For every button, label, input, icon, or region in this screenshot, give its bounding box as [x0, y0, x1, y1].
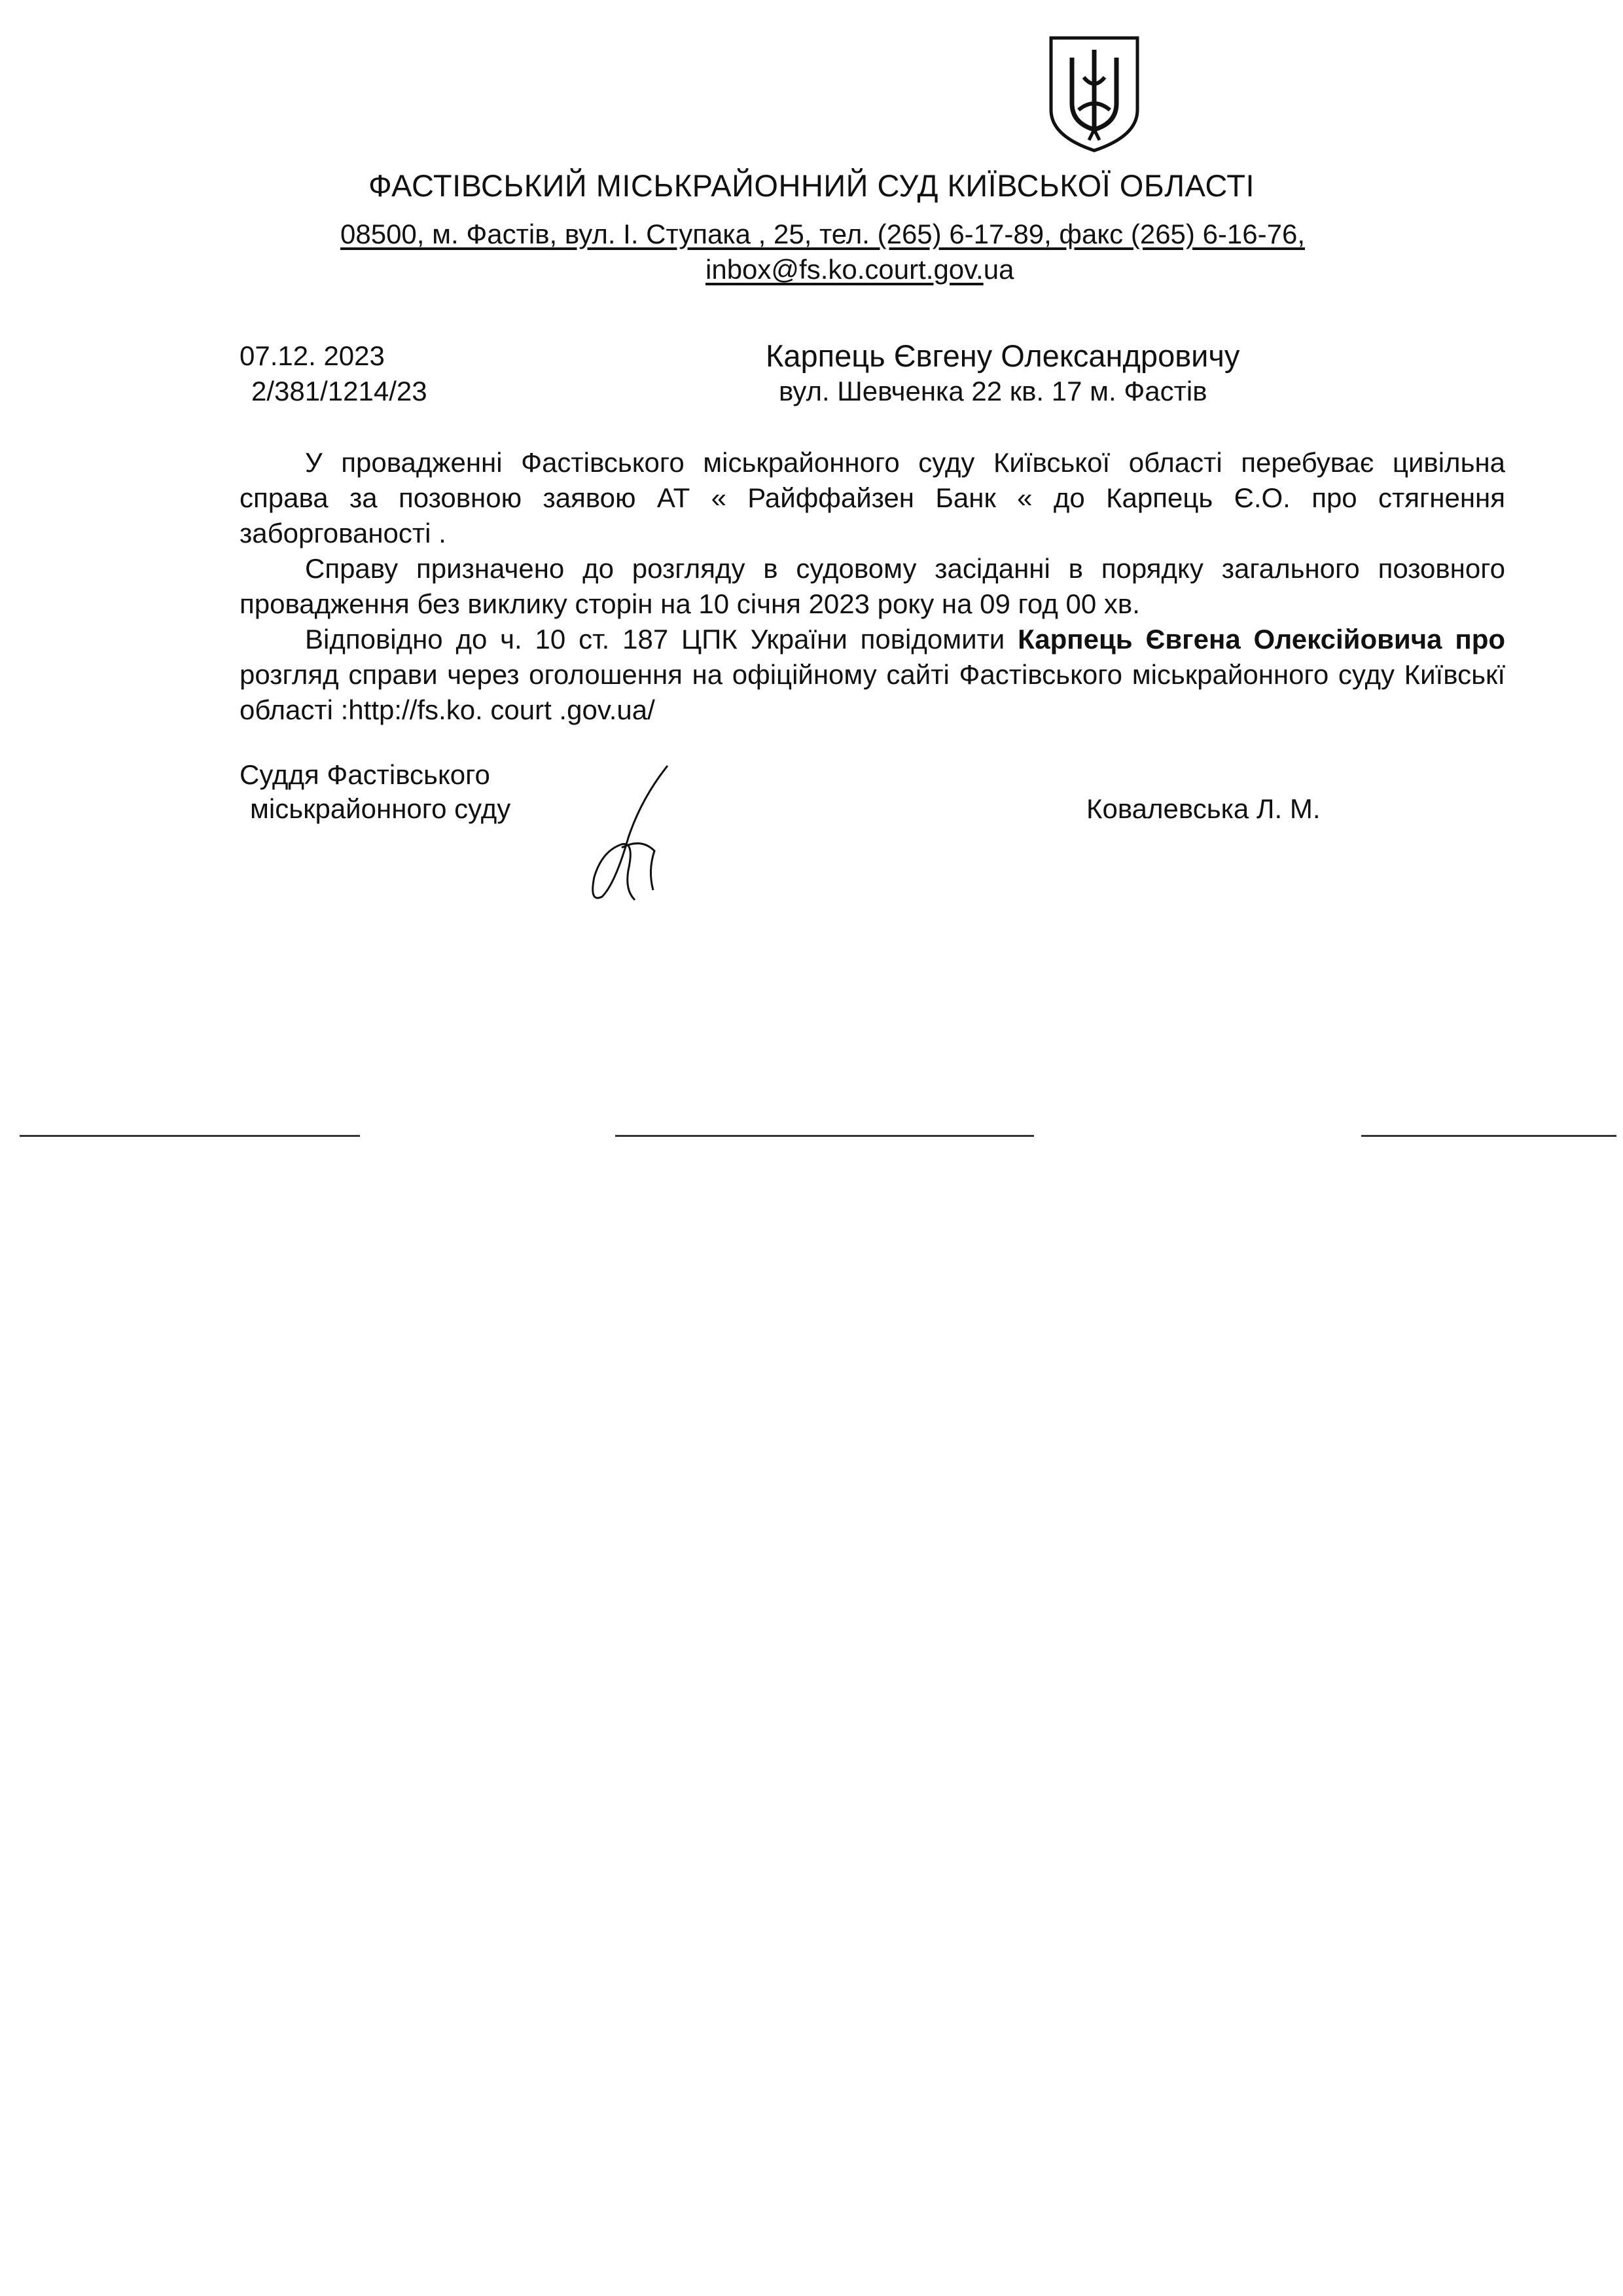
court-email-link[interactable]: inbox@fs.ko.court.gov.	[705, 254, 984, 285]
judge-name: Ковалевська Л. М.	[1086, 793, 1321, 824]
defendant-name: Карпець Євгена Олексійовича	[1018, 624, 1442, 655]
court-email-tail: ua	[983, 254, 1014, 285]
recipient-name: Карпець Євгену Олександровичу	[766, 338, 1240, 373]
scan-line-right	[1361, 1135, 1616, 1137]
paragraph-3-end: розгляд справи через оголошення на офіційному сайті Фастівського міськрайонного суду Київськї області :http://fs.ko. court .gov.ua/	[240, 659, 1505, 725]
paragraph-3-start: Відповідно до ч. 10 ст. 187 ЦПК України повідомити	[305, 624, 1005, 655]
court-email[interactable]	[705, 254, 1014, 285]
court-address: 08500, м. Фастів, вул. І. Ступака , 25, тел. (265) 6-17-89, факс (265) 6-16-76,	[340, 219, 1305, 249]
scan-line-left	[20, 1135, 360, 1137]
paragraph-1: У провадженні Фастівського міськрайонного суду Київської області перебуває цивільна справа за позовною заявою АТ « Райффайзен Банк « до Карпець Є.О. про стягнення заборгованості .	[240, 447, 1505, 548]
judge-title-line1: Суддя Фастівського	[240, 759, 490, 790]
paragraph-3-pro: про	[1455, 624, 1506, 655]
coat-of-arms-icon	[1046, 31, 1143, 153]
paragraph-3	[240, 622, 1505, 728]
letter-body	[240, 445, 1505, 728]
document-date: 07.12. 2023	[240, 340, 385, 371]
reference-number: 2/381/1214/23	[251, 376, 427, 406]
court-name: ФАСТІВСЬКИЙ МІСЬКРАЙОННИЙ СУД КИЇВСЬКОЇ ОБЛАСТІ	[368, 168, 1255, 203]
judge-title-line2: міськрайонного суду	[250, 793, 511, 824]
paragraph-2: Справу призначено до розгляду в судовому засіданні в порядку загального позовного провадження без виклику сторін на 10 січня 2023 року на 09 год 00 хв.	[240, 553, 1505, 619]
signature-icon	[576, 759, 681, 910]
recipient-address: вул. Шевченка 22 кв. 17 м. Фастів	[779, 376, 1207, 406]
scan-line-middle	[615, 1135, 1034, 1137]
